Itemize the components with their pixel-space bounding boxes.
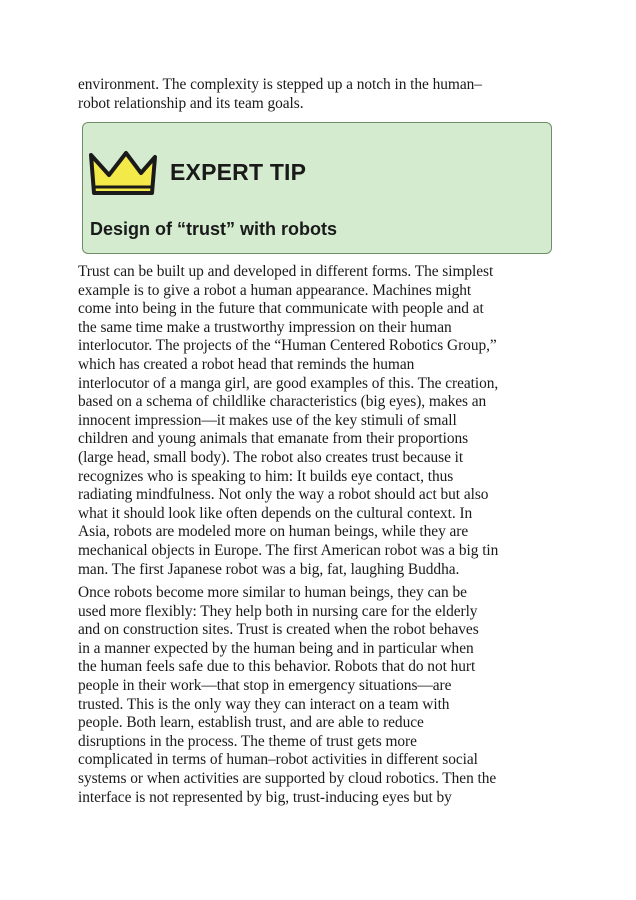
text-line: systems or when activities are supported by cloud robotics. Then the (78, 769, 497, 787)
text-line: people. Both learn, establish trust, and are able to reduce (78, 714, 424, 732)
expert-tip-subtitle: Design of “trust” with robots (90, 219, 337, 239)
lead-paragraph (78, 76, 562, 113)
text-line: people in their work—that stop in emergency situations—are (78, 676, 452, 694)
text-line: example is to give a robot a human appearance. Machines might (78, 281, 472, 299)
text-line: complicated in terms of human–robot activities in different social (78, 751, 478, 769)
body-paragraph (78, 584, 562, 807)
text-line: recognizes who is speaking to him: It builds eye contact, thus (78, 467, 454, 485)
text-line: used more flexibly: They help both in nursing care for the elderly (78, 602, 478, 620)
body-paragraph (78, 263, 562, 579)
text-line: mechanical objects in Europe. The first American robot was a big tin (78, 541, 499, 559)
text-line: (large head, small body). The robot also creates trust because it (78, 448, 464, 466)
text-line: interface is not represented by big, trust-inducing eyes but by (78, 788, 452, 806)
text-line: innocent impression—it makes use of the key stimuli of small (78, 411, 457, 429)
text-line: interlocutor. The projects of the “Human Centered Robotics Group,” (78, 337, 497, 355)
text-line: the same time make a trustworthy impression on their human (78, 318, 452, 336)
text-line: radiating mindfulness. Not only the way a robot should act but also (78, 486, 489, 504)
text-line: robot relationship and its team goals. (78, 94, 304, 112)
text-line: man. The first Japanese robot was a big, fat, laughing Buddha. (78, 560, 460, 578)
text-line: Trust can be built up and developed in different forms. The simplest (78, 263, 494, 280)
expert-tip-box (82, 122, 552, 254)
text-line: which has created a robot head that reminds the human (78, 355, 415, 373)
text-line: based on a schema of childlike characteristics (big eyes), makes an (78, 393, 487, 411)
text-line: the human feels safe due to this behavior. Robots that do not hurt (78, 658, 476, 676)
expert-tip-title: EXPERT TIP (170, 159, 307, 185)
text-line: Asia, robots are modeled more on human beings, while they are (78, 523, 469, 541)
text-line: trusted. This is the only way they can interact on a team with (78, 695, 450, 713)
text-line: in a manner expected by the human being and in particular when (78, 639, 474, 657)
text-line: and on construction sites. Trust is created when the robot behaves (78, 621, 479, 639)
text-line: children and young animals that emanate from their proportions (78, 430, 469, 448)
text-line: disruptions in the process. The theme of trust gets more (78, 732, 417, 750)
crown-icon (89, 149, 159, 199)
text-line: interlocutor of a manga girl, are good examples of this. The creation, (78, 374, 499, 392)
text-line: environment. The complexity is stepped up a notch in the human– (78, 76, 482, 93)
text-line: what it should look like often depends on the cultural context. In (78, 504, 473, 522)
text-line: come into being in the future that communicate with people and at (78, 300, 484, 318)
text-line: Once robots become more similar to human beings, they can be (78, 584, 467, 601)
